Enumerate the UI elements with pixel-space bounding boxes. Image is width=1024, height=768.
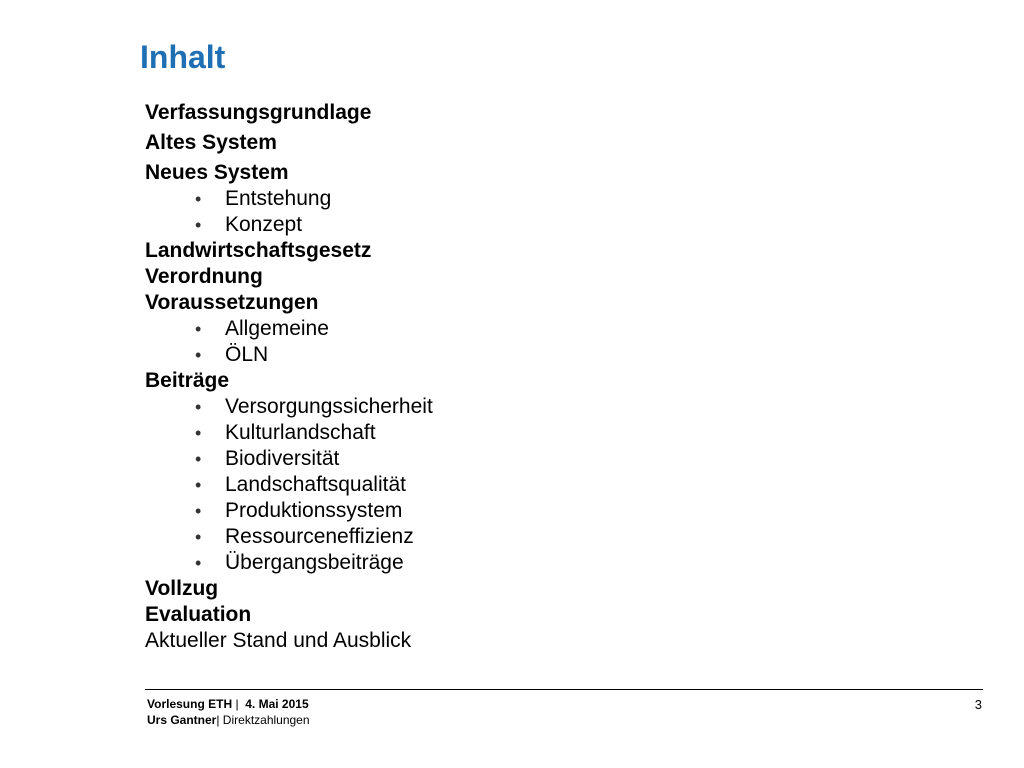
toc-item-aktueller-stand: Aktueller Stand und Ausblick <box>145 629 412 652</box>
footer-line-1 <box>147 696 310 712</box>
slide-title: Inhalt <box>140 39 226 75</box>
footer-author: Urs Gantner <box>147 713 217 727</box>
bullet-icon: • <box>195 397 202 417</box>
toc-item-landwirtschaftsgesetz: Landwirtschaftsgesetz <box>145 239 372 262</box>
toc-subitem-konzept: • Konzept <box>195 213 303 236</box>
table-of-contents <box>145 100 845 654</box>
bullet-icon: • <box>195 345 202 365</box>
toc-subitem-biodiversitaet: • Biodiversität <box>195 447 340 470</box>
bullet-icon: • <box>195 475 202 495</box>
toc-item-voraussetzungen: Voraussetzungen <box>145 291 319 314</box>
toc-item-neues-system: Neues System <box>145 161 289 184</box>
toc-subitem-landschaftsqualitaet: • Landschaftsqualität <box>195 473 406 496</box>
bullet-icon: • <box>195 215 202 235</box>
footer-divider <box>145 689 983 690</box>
toc-item-verfassungsgrundlage: Verfassungsgrundlage <box>145 101 372 124</box>
footer-topic: | Direktzahlungen <box>216 713 310 727</box>
toc-subitem-uebergangsbeitraege: • Übergangsbeiträge <box>195 551 404 574</box>
toc-subitem-entstehung: • Entstehung <box>195 187 332 210</box>
toc-item-vollzug: Vollzug <box>145 577 219 600</box>
bullet-icon: • <box>195 189 202 209</box>
bullet-icon: • <box>195 423 202 443</box>
toc-subitem-produktionssystem: • Produktionssystem <box>195 499 403 522</box>
toc-item-verordnung: Verordnung <box>145 265 263 288</box>
toc-item-altes-system: Altes System <box>145 131 277 154</box>
page-number: 3 <box>974 697 982 712</box>
bullet-icon: • <box>195 501 202 521</box>
toc-item-beitraege: Beiträge <box>145 369 230 392</box>
footer-separator: | <box>232 697 246 711</box>
footer-info <box>147 696 310 728</box>
toc-subitem-oeln: • ÖLN <box>195 343 269 366</box>
bullet-icon: • <box>195 553 202 573</box>
toc-subitem-allgemeine: • Allgemeine <box>195 317 329 340</box>
toc-subitem-kulturlandschaft: • Kulturlandschaft <box>195 421 376 444</box>
footer-course: Vorlesung ETH <box>147 697 233 711</box>
toc-subitem-ressourceneffizienz: • Ressourceneffizienz <box>195 525 414 548</box>
toc-subitem-versorgungssicherheit: • Versorgungssicherheit <box>195 395 433 418</box>
toc-item-evaluation: Evaluation <box>145 603 252 626</box>
footer-date: 4. Mai 2015 <box>245 697 309 711</box>
bullet-icon: • <box>195 527 202 547</box>
bullet-icon: • <box>195 449 202 469</box>
footer-line-2 <box>147 712 310 728</box>
bullet-icon: • <box>195 319 202 339</box>
